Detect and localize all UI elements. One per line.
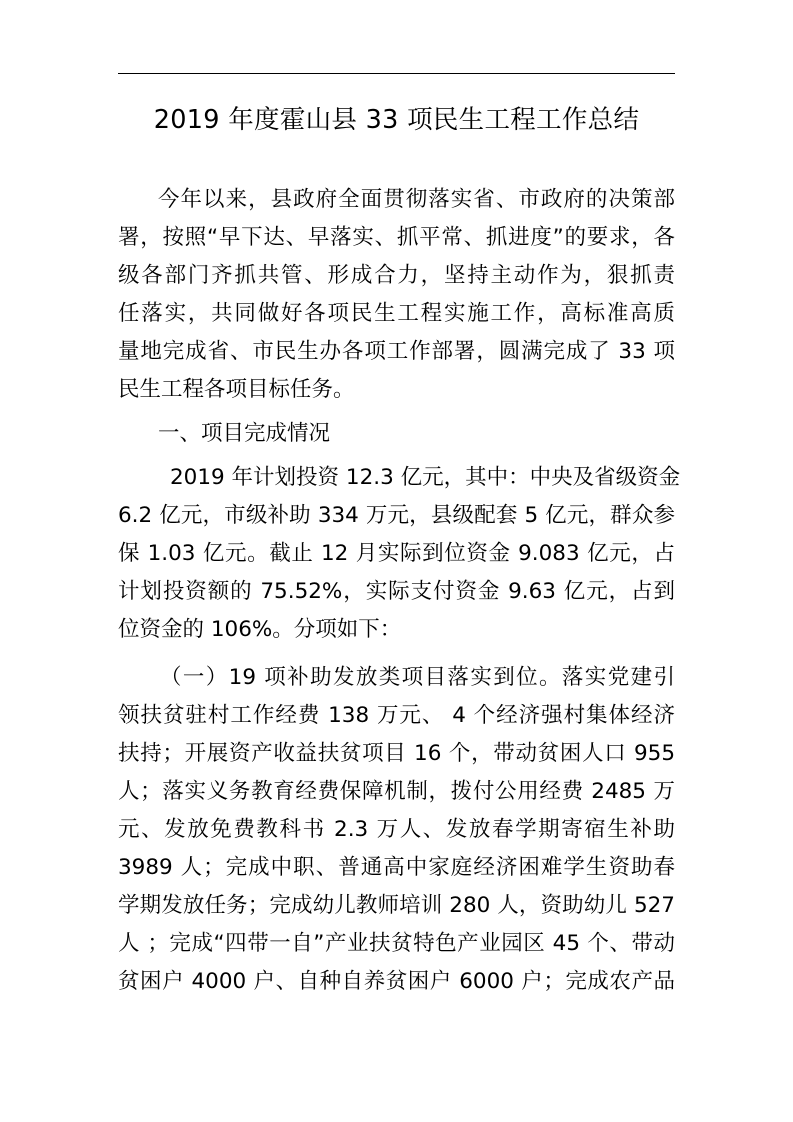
body-line: 任落实，共同做好各项民生工程实施工作，高标准高质 bbox=[118, 301, 675, 326]
body-line: 署，按照“早下达、早落实、抓平常、抓进度”的要求，各 bbox=[118, 225, 675, 250]
body-line: 3989 人；完成中职、普通高中家庭经济困难学生资助春 bbox=[118, 855, 675, 880]
body-line: 人 ；完成“四带一自”产业扶贫特色产业园区 45 个、带动 bbox=[118, 931, 675, 956]
body-line: 2019 年计划投资 12.3 亿元，其中：中央及省级资金 bbox=[170, 465, 681, 490]
body-line: 级各部门齐抓共管、形成合力，坚持主动作为，狠抓责 bbox=[118, 263, 675, 288]
body-line: 扶持；开展资产收益扶贫项目 16 个，带动贫困人口 955 bbox=[118, 741, 675, 766]
body-line: 领扶贫驻村工作经费 138 万元、 4 个经济强村集体经济 bbox=[118, 703, 675, 728]
body-line: 计划投资额的 75.52%，实际支付资金 9.63 亿元，占到 bbox=[118, 579, 675, 604]
body-line: 元、发放免费教科书 2.3 万人、发放春学期寄宿生补助 bbox=[118, 817, 675, 842]
section-heading: 一、项目完成情况 bbox=[158, 421, 331, 446]
document-title: 2019 年度霍山县 33 项民生工程工作总结 bbox=[153, 105, 640, 135]
body-line: 量地完成省、市民生办各项工作部署，圆满完成了 33 项 bbox=[118, 339, 675, 364]
body-line: 今年以来，县政府全面贯彻落实省、市政府的决策部 bbox=[158, 187, 675, 212]
body-line: 学期发放任务；完成幼儿教师培训 280 人，资助幼儿 527 bbox=[118, 893, 675, 918]
body-line: 民生工程各项目标任务。 bbox=[118, 377, 355, 402]
body-line: 位资金的 106%。分项如下： bbox=[118, 617, 402, 642]
body-line: 人；落实义务教育经费保障机制，拨付公用经费 2485 万 bbox=[118, 779, 675, 804]
body-line: 保 1.03 亿元。截止 12 月实际到位资金 9.083 亿元，占 bbox=[118, 541, 675, 566]
body-line: 6.2 亿元，市级补助 334 万元，县级配套 5 亿元，群众参 bbox=[118, 503, 675, 528]
body-line: 贫困户 4000 户、自种自养贫困户 6000 户；完成农产品 bbox=[118, 969, 675, 994]
header-rule bbox=[118, 73, 675, 74]
body-line: （一）19 项补助发放类项目落实到位。落实党建引 bbox=[160, 665, 675, 690]
